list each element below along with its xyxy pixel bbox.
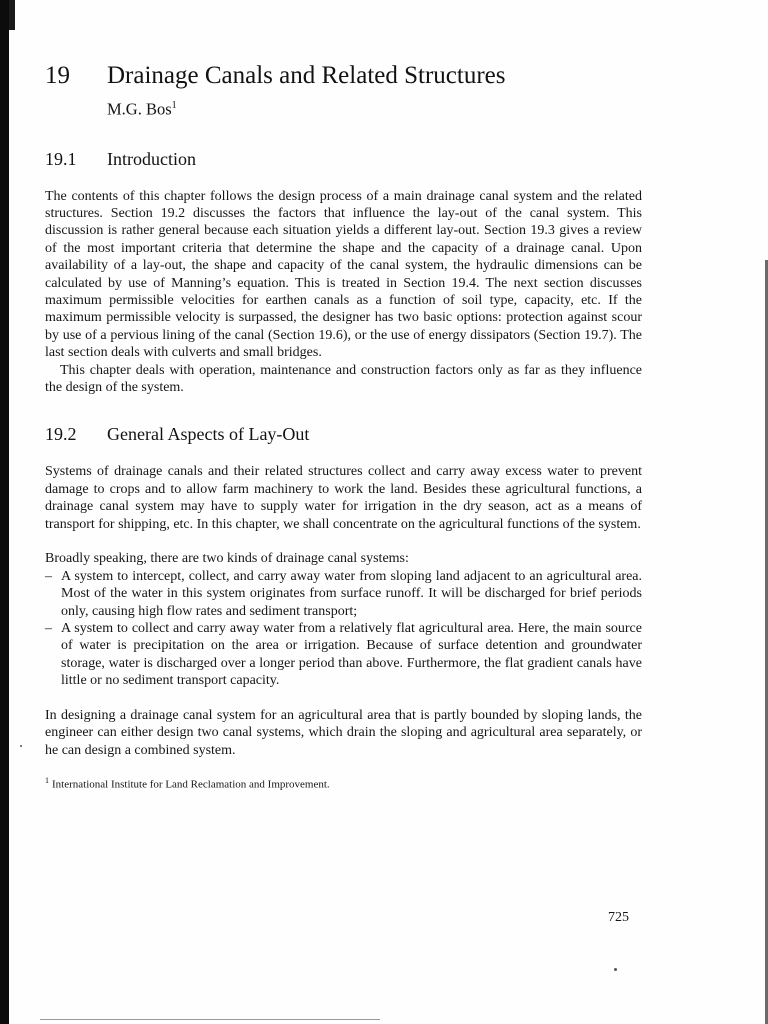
section-number: 19.2 [45,424,77,445]
scan-speck [20,745,22,747]
footnote [45,774,642,792]
section-title: Introduction [107,148,196,169]
page-number: 725 [608,910,629,925]
list-item: – A system to collect and carry away water from a relatively flat agricultural area. Here, the main source of water is precipitation on the area or irrigation. Because of surface detention and groundwater storage, water is discharged over a longer period than above. Furthermore, the flat gradient canals have little or no sediment transport capacity. [45,620,642,690]
section-heading-introduction [45,147,642,171]
chapter-heading [45,58,642,94]
chapter-title: Drainage Canals and Related Structures [107,62,506,89]
scan-edge-tab [9,0,15,30]
intro-paragraph: This chapter deals with operation, maintenance and construction factors only as far as they influence the design of the system. [45,362,642,395]
scan-left-binding-edge [0,0,9,1024]
footnote-mark: 1 [45,776,49,786]
section-title: General Aspects of Lay-Out [107,424,310,445]
layout-paragraph: Broadly speaking, there are two kinds of drainage canal systems: [45,551,409,567]
footnote-text: International Institute for Land Reclamation and Improvement. [52,778,330,791]
layout-paragraph: In designing a drainage canal system for an agricultural area that is partly bounded by sloping lands, the engineer can either design two canal systems, which drain the sloping and agricultural area separately, or he can design a combined system. [45,708,642,758]
document-page [45,58,642,792]
list-item: – A system to intercept, collect, and carry away water from sloping land adjacent to an agricultural area. Most of the water in this system originates from surface runoff. It will be discharged for brief periods only, causing high flow rates and sediment transport; [45,568,642,620]
scan-speck [614,968,617,971]
intro-paragraph: The contents of this chapter follows the design process of a main drainage canal system and the related structures. Section 19.2 discusses the factors that influence the lay-out of the canal system. This discussion is rather general because each situation yields a different lay-out. Section 19.3 gives a review of the most important criteria that determine the shape and the capacity of a drainage canal. Upon availability of a lay-out, the shape and capacity of the canal system, the hydraulic dimensions can be calculated by use of Manning’s equation. This is treated in Section 19.4. The next section discusses maximum permissible velocities for earthen canals as a function of soil type, capacity, etc. If the maximum permissible velocity is surpassed, the designer has two basic options: protection against scour by use of a pervious lining of the canal (Section 19.6), or the use of energy dissipators (Section 19.7). The last section deals with culverts and small bridges. [45,188,642,361]
author-name: M.G. Bos [107,99,172,119]
layout-paragraph: Systems of drainage canals and their related structures collect and carry away excess water to prevent damage to crops and to allow farm machinery to work the land. Besides these agricultural functions, a drainage canal system may have to supply water for irrigation in the dry season, act as a means of transport for shipping, etc. In this chapter, we shall concentrate on the agricultural functions of the system. [45,464,642,532]
section-heading-layout [45,422,642,446]
author-footnote-mark: 1 [171,100,177,111]
section-number: 19.1 [45,148,77,169]
chapter-number: 19 [45,62,70,89]
canal-system-list [45,568,642,690]
scan-bottom-line [40,1019,380,1020]
chapter-author [107,94,642,122]
